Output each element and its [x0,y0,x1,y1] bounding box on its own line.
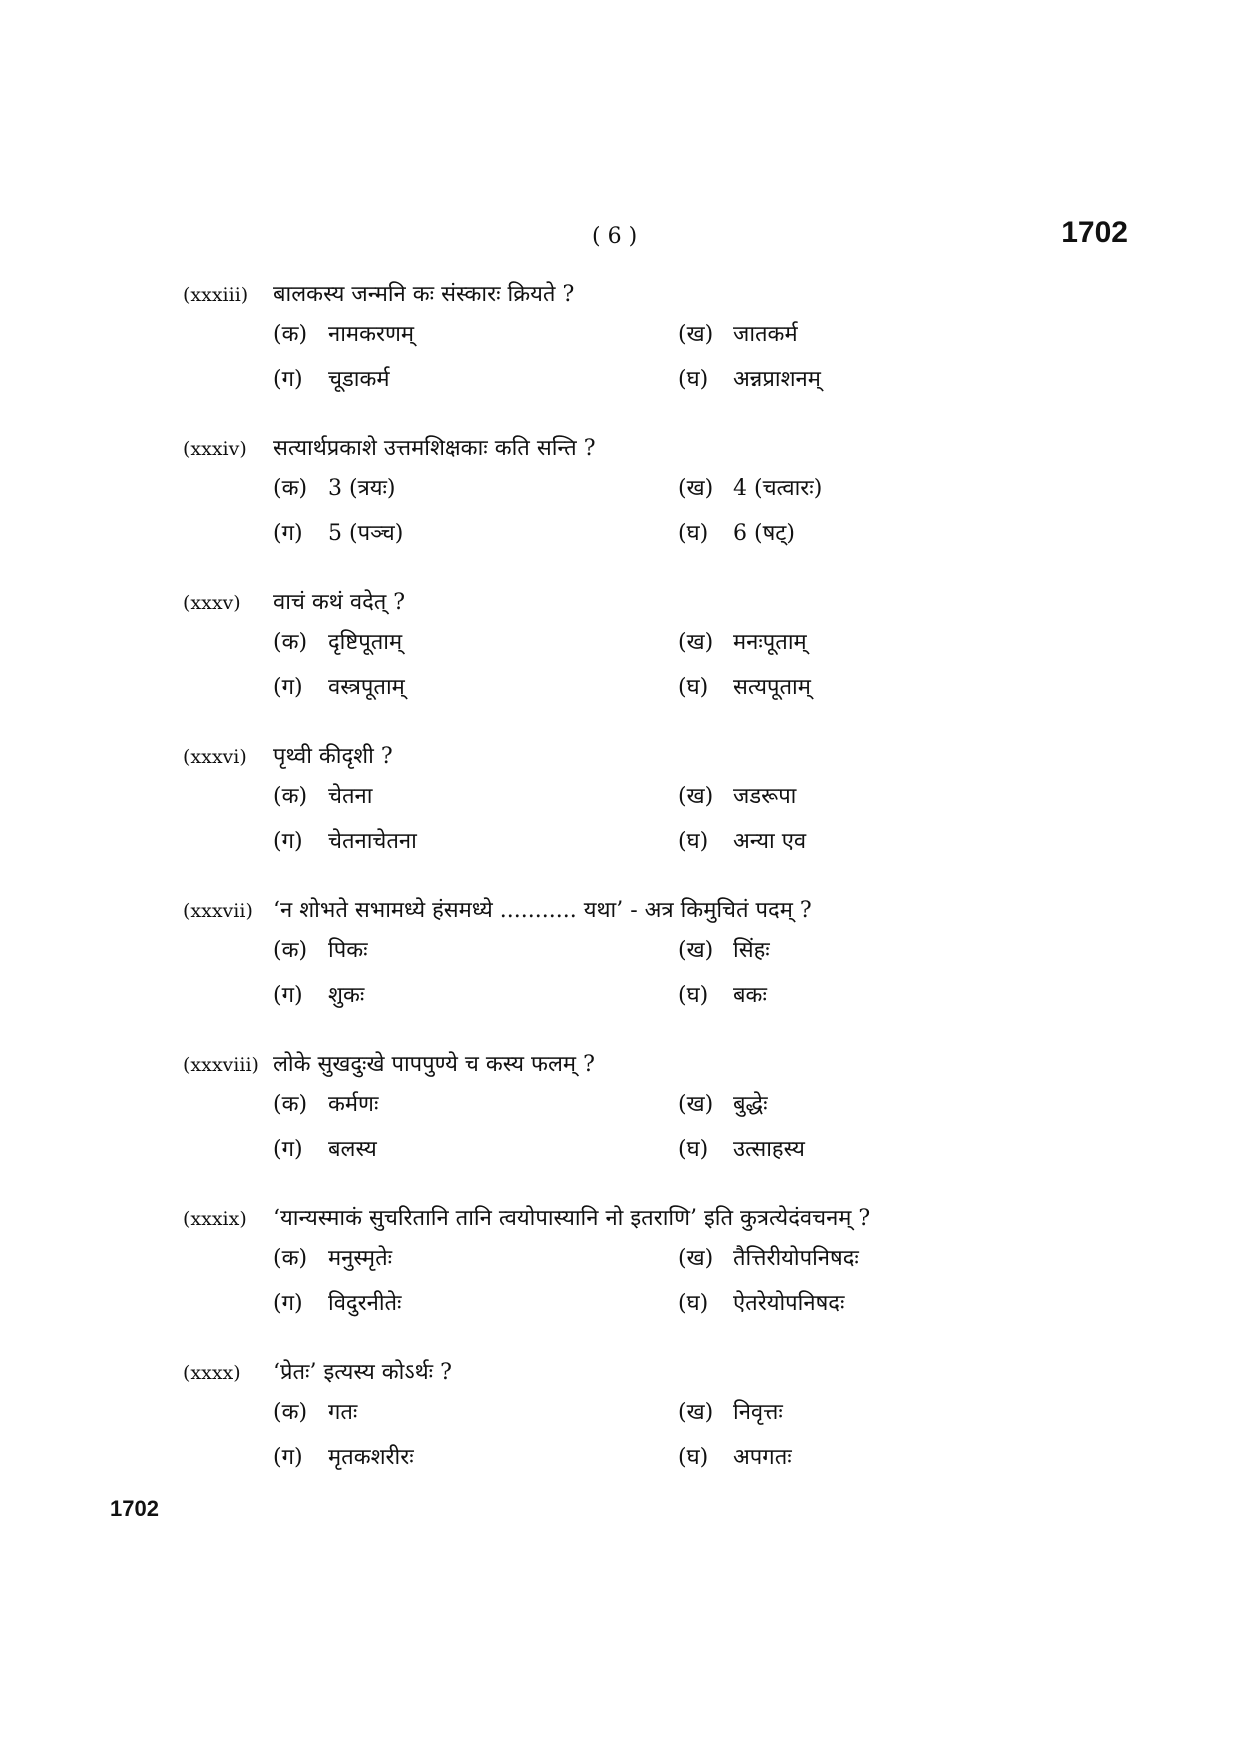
answer-option [678,1133,805,1163]
page-number: ( 6 ) [592,224,638,249]
option-text: दृष्टिपूताम् [328,630,403,655]
option-label: (ख) [678,1400,714,1425]
option-text: अन्या एव [733,829,807,854]
question-block [183,894,1083,1024]
answer-option [273,1287,678,1317]
option-label: (घ) [678,983,709,1008]
option-label: (घ) [678,675,709,700]
option-label: (घ) [678,829,709,854]
option-label: (ख) [678,1246,714,1271]
option-label: (क) [273,1092,308,1117]
answer-option [678,1441,792,1471]
question-block [183,1356,1083,1486]
answer-option [273,934,678,964]
answer-option [273,825,678,855]
question-line [183,894,1083,934]
option-text: नामकरणम् [328,322,415,347]
question-line [183,586,1083,626]
option-text: निवृत्तः [733,1400,783,1425]
option-text: सिंहः [733,938,770,963]
question-block [183,432,1083,562]
option-text: चेतना [328,784,373,809]
question-text: ‘प्रेतः’ इत्यस्य कोऽर्थः ? [273,1360,452,1385]
question-block [183,278,1083,408]
option-label: (घ) [678,367,709,392]
options-row [183,472,1083,517]
answer-option [678,979,767,1009]
options-row [183,934,1083,979]
options-row [183,1133,1083,1178]
option-text: सत्यपूताम् [733,675,811,700]
option-text: जातकर्म [733,322,798,347]
answer-option [678,671,811,701]
answer-option [678,318,798,348]
option-label: (ग) [273,1137,303,1162]
option-label: (ख) [678,784,714,809]
question-line [183,1202,1083,1242]
option-label: (क) [273,938,308,963]
option-text: बलस्य [328,1137,377,1162]
question-number: (xxxvii) [183,900,253,922]
question-text: ‘यान्यस्माकं सुचरितानि तानि त्वयोपास्यानि नो इतराणि’ इति कुत्रत्येदंवचनम् ? [273,1206,871,1231]
paper-code-top: 1702 [1061,216,1128,249]
answer-option [678,934,770,964]
answer-option [273,780,678,810]
answer-option [678,1396,783,1426]
question-number: (xxxvi) [183,746,247,768]
options-row [183,1088,1083,1133]
option-label: (ख) [678,476,714,501]
option-label: (ग) [273,675,303,700]
answer-option [273,1396,678,1426]
answer-option [678,363,821,393]
option-text: अन्नप्राशनम् [733,367,821,392]
option-label: (घ) [678,1291,709,1316]
option-text: गतः [328,1400,358,1425]
option-text: अपगतः [733,1445,792,1470]
answer-option [678,1287,844,1317]
option-label: (घ) [678,1137,709,1162]
question-text: ‘न शोभते सभामध्ये हंसमध्ये ........... यथा’ - अत्र किमुचितं पदम् ? [273,898,812,923]
question-block [183,740,1083,870]
option-text: बकः [733,983,767,1008]
question-line [183,278,1083,318]
options-row [183,671,1083,716]
question-line [183,432,1083,472]
option-text: 4 (चत्वारः) [733,476,823,501]
answer-option [678,1088,768,1118]
option-label: (ग) [273,1291,303,1316]
answer-option [678,825,806,855]
option-text: जडरूपा [733,784,797,809]
answer-option [273,472,678,502]
answer-option [678,780,796,810]
option-label: (घ) [678,1445,709,1470]
option-text: मृतकशरीरः [328,1445,414,1470]
question-text: लोके सुखदुःखे पापपुण्ये च कस्य फलम् ? [273,1052,595,1077]
answer-option [273,318,678,348]
answer-option [678,517,795,547]
paper-code-bottom: 1702 [110,1496,159,1521]
answer-option [273,363,678,393]
options-row [183,825,1083,870]
option-text: 3 (त्रयः) [328,476,396,501]
question-number: (xxxiv) [183,438,247,460]
question-text: सत्यार्थप्रकाशे उत्तमशिक्षकाः कति सन्ति ? [273,436,596,461]
answer-option [678,472,822,502]
question-number: (xxxiii) [183,284,249,306]
options-row [183,1242,1083,1287]
answer-option [273,979,678,1009]
option-label: (घ) [678,521,709,546]
answer-option [273,1088,678,1118]
option-text: विदुरनीतेः [328,1291,402,1316]
options-row [183,1287,1083,1332]
option-label: (ख) [678,938,714,963]
option-text: वस्त्रपूताम् [328,675,405,700]
option-label: (क) [273,476,308,501]
options-row [183,626,1083,671]
question-list [183,278,1083,1510]
answer-option [273,1133,678,1163]
question-block [183,1048,1083,1178]
options-row [183,780,1083,825]
option-text: तैत्तिरीयोपनिषदः [733,1246,859,1271]
option-label: (ख) [678,630,714,655]
option-text: उत्साहस्य [733,1137,805,1162]
question-number: (xxxviii) [183,1054,259,1076]
option-text: शुकः [328,983,365,1008]
question-line [183,1356,1083,1396]
question-number: (xxxx) [183,1362,241,1384]
option-label: (क) [273,1400,308,1425]
answer-option [273,671,678,701]
answer-option [273,1441,678,1471]
options-row [183,1441,1083,1486]
option-label: (ग) [273,521,303,546]
question-block [183,1202,1083,1332]
answer-option [273,1242,678,1272]
option-text: कर्मणः [328,1092,379,1117]
question-text: पृथ्वी कीदृशी ? [273,744,393,769]
option-label: (ग) [273,829,303,854]
option-text: ऐतरेयोपनिषदः [733,1291,845,1316]
option-text: मनुस्मृतेः [328,1246,393,1271]
option-text: बुद्धेः [733,1092,768,1117]
option-label: (क) [273,784,308,809]
question-block [183,586,1083,716]
options-row [183,1396,1083,1441]
question-line [183,1048,1083,1088]
option-text: चूडाकर्म [328,367,390,392]
option-label: (ग) [273,1445,303,1470]
option-text: मनःपूताम् [733,630,807,655]
option-label: (क) [273,1246,308,1271]
question-number: (xxxix) [183,1208,247,1230]
answer-option [273,517,678,547]
options-row [183,517,1083,562]
option-label: (ग) [273,367,303,392]
question-text: वाचं कथं वदेत् ? [273,590,406,615]
question-text: बालकस्य जन्मनि कः संस्कारः क्रियते ? [273,282,575,307]
option-label: (क) [273,322,308,347]
option-label: (ग) [273,983,303,1008]
answer-option [273,626,678,656]
option-label: (ख) [678,322,714,347]
options-row [183,363,1083,408]
option-label: (क) [273,630,308,655]
option-text: 5 (पञ्च) [328,521,404,546]
options-row [183,979,1083,1024]
option-text: चेतनाचेतना [328,829,417,854]
question-number: (xxxv) [183,592,241,614]
question-line [183,740,1083,780]
option-label: (ख) [678,1092,714,1117]
option-text: पिकः [328,938,368,963]
options-row [183,318,1083,363]
answer-option [678,626,807,656]
answer-option [678,1242,859,1272]
option-text: 6 (षट्) [733,521,795,546]
